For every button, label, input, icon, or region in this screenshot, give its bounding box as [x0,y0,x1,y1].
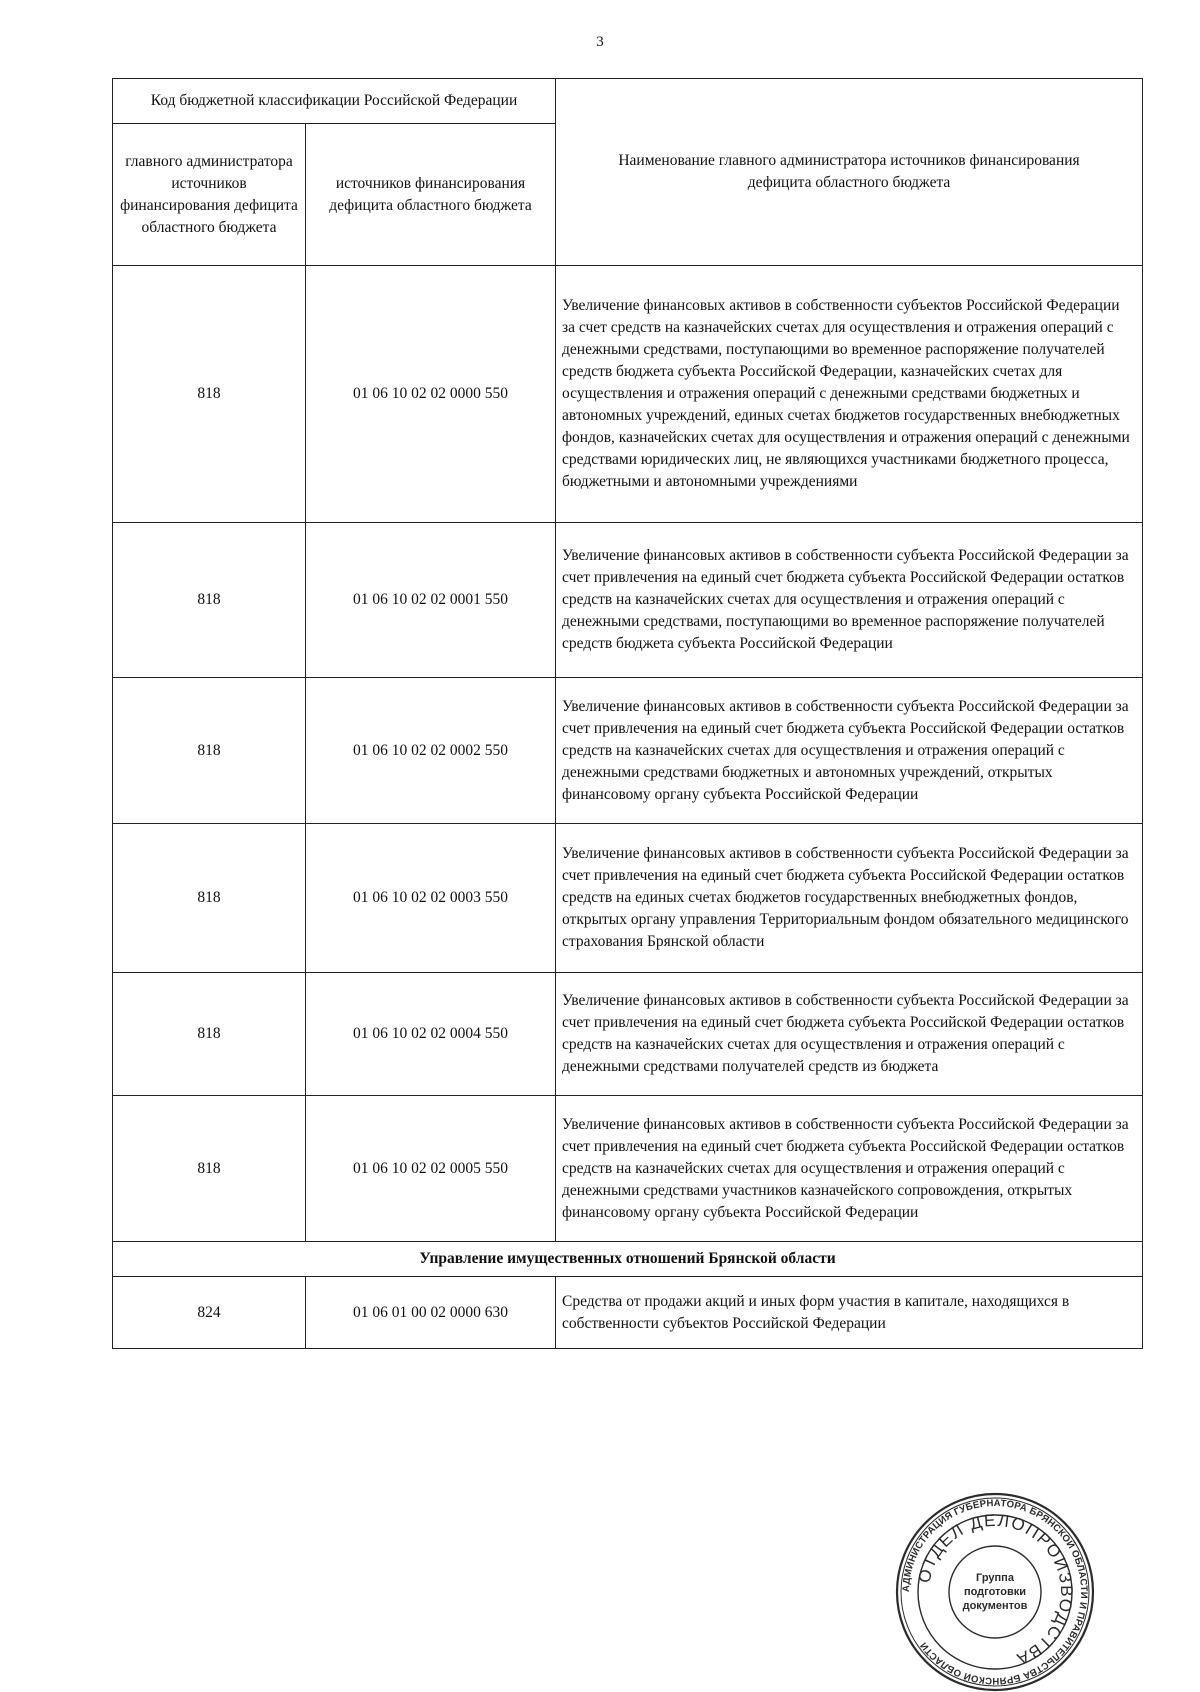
source-code-cell: 01 06 01 00 02 0000 630 [306,1277,556,1349]
section-header-row [113,1242,1143,1277]
source-code-cell: 01 06 10 02 02 0004 550 [306,973,556,1096]
table-row [113,678,1143,824]
description-cell: Увеличение финансовых активов в собственности субъекта Российской Федерации за счет привлечения на единый счет бюджета субъекта Российской Федерации остатков средств на единых счетах бюджетов государственных внебюджетных фондов, открытых органу управления Территориальным фондом обязательного медицинского страхования Брянской области [556,824,1143,973]
header-col-source: источников финансирования дефицита областного бюджета [306,124,556,266]
admin-code-cell: 818 [113,523,306,678]
description-cell: Увеличение финансовых активов в собственности субъектов Российской Федерации за счет средств на казначейских счетах для осуществления и отражения операций с денежными средствами, поступающими во временное распоряжение получателей средств бюджета субъекта Российской Федерации, казначейских счетах для осуществления и отражения операций с денежными средствами бюджетных и автономных учреждений, единых счетах бюджетов государственных внебюджетных фондов, казначейских счетах для осуществления и отражения операций с денежными средствами юридических лиц, не являющихся участниками бюджетного процесса, бюджетными и автономными учреждениями [556,266,1143,523]
description-cell: Увеличение финансовых активов в собственности субъекта Российской Федерации за счет привлечения на единый счет бюджета субъекта Российской Федерации остатков средств на казначейских счетах для осуществления и отражения операций с денежными средствами бюджетных и автономных учреждений, открытых финансовому органу субъекта Российской Федерации [556,678,1143,824]
admin-code-cell: 818 [113,1096,306,1242]
stamp-center-line: документов [962,1600,1028,1612]
source-code-cell: 01 06 10 02 02 0002 550 [306,678,556,824]
stamp-center-line: подготовки [963,1586,1027,1598]
table-row [113,973,1143,1096]
source-code-cell: 01 06 10 02 02 0000 550 [306,266,556,523]
header-col-name: Наименование главного администратора источников финансирования дефицита областного бюджета [556,79,1143,266]
admin-code-cell: 818 [113,266,306,523]
admin-code-cell: 824 [113,1277,306,1349]
header-row-group [113,79,1143,124]
budget-classification-table [112,78,1143,1349]
admin-code-cell: 818 [113,824,306,973]
table-row [113,523,1143,678]
table-row [113,1277,1143,1349]
header-col-admin: главного администратора источников финансирования дефицита областного бюджета [113,124,306,266]
table-row [113,1096,1143,1242]
admin-code-cell: 818 [113,678,306,824]
description-cell: Увеличение финансовых активов в собственности субъекта Российской Федерации за счет привлечения на единый счет бюджета субъекта Российской Федерации остатков средств на казначейских счетах для осуществления и отражения операций с денежными средствами участников казначейского сопровождения, открытых финансовому органу субъекта Российской Федерации [556,1096,1143,1242]
stamp-center-line: Группа [976,1572,1014,1584]
admin-code-cell: 818 [113,973,306,1096]
table-row [113,824,1143,973]
description-cell: Увеличение финансовых активов в собственности субъекта Российской Федерации за счет привлечения на единый счет бюджета субъекта Российской Федерации остатков средств на казначейских счетах для осуществления и отражения операций с денежными средствами получателей средств из бюджета [556,973,1143,1096]
source-code-cell: 01 06 10 02 02 0001 550 [306,523,556,678]
header-group-title: Код бюджетной классификации Российской Федерации [113,79,556,124]
page-number: 3 [596,34,604,50]
description-cell: Увеличение финансовых активов в собственности субъекта Российской Федерации за счет привлечения на единый счет бюджета субъекта Российской Федерации остатков средств на казначейских счетах для осуществления и отражения операций с денежными средствами, поступающими во временное распоряжение получателей средств бюджета субъекта Российской Федерации [556,523,1143,678]
source-code-cell: 01 06 10 02 02 0005 550 [306,1096,556,1242]
official-seal-stamp [895,1492,1095,1692]
stamp-middle-text: ОТДЕЛ ДЕЛОПРОИЗВОДСТВА [914,1510,1077,1670]
section-title: Управление имущественных отношений Брянской области [113,1242,1143,1277]
description-cell: Средства от продажи акций и иных форм участия в капитале, находящихся в собственности субъектов Российской Федерации [556,1277,1143,1349]
source-code-cell: 01 06 10 02 02 0003 550 [306,824,556,973]
table-row [113,266,1143,523]
stamp-outer-text: АДМИНИСТРАЦИЯ ГУБЕРНАТОРА БРЯНСКОЙ ОБЛАСТИ И ПРАВИТЕЛЬСТВА БРЯНСКОЙ ОБЛАСТИ [900,1497,1090,1687]
